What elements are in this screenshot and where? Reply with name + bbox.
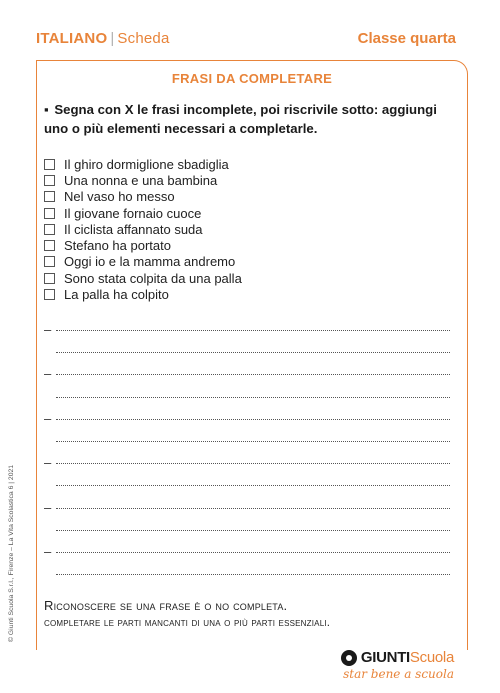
sentence-text: Oggi io e la mamma andremo (64, 254, 236, 270)
dotted-line (56, 508, 450, 509)
sentence-text: Stefano ha portato (64, 238, 171, 254)
sentence-checklist (44, 156, 242, 303)
checkbox[interactable] (44, 208, 55, 219)
answer-line[interactable] (44, 453, 454, 475)
page-header (36, 30, 456, 52)
sentence-text: Il giovane fornaio cuoce (64, 205, 202, 221)
subject-name: ITALIANO (36, 30, 108, 47)
answer-line[interactable] (44, 409, 454, 431)
objective-2: completare le parti mancanti di una o più parti essenziali. (44, 617, 331, 629)
sentence-item[interactable] (44, 237, 242, 253)
sentence-item[interactable] (44, 270, 242, 286)
header-separator: | (110, 30, 115, 47)
instruction (44, 100, 464, 138)
dotted-line (56, 485, 450, 486)
dotted-line (56, 419, 450, 420)
answer-line[interactable] (44, 342, 454, 364)
answer-dash: – (44, 410, 52, 426)
answer-line[interactable] (44, 475, 454, 497)
answer-dash: – (44, 322, 52, 337)
sentence-item[interactable] (44, 205, 242, 221)
answer-line[interactable] (44, 364, 454, 386)
publisher-logo (341, 649, 454, 681)
worksheet-title: FRASI DA COMPLETARE (171, 71, 333, 86)
dotted-line (56, 330, 450, 331)
logo-brand: GIUNTI (360, 649, 410, 666)
sentence-item[interactable] (44, 156, 242, 172)
sentence-text: Nel vaso ho messo (64, 189, 175, 205)
answer-line[interactable] (44, 431, 454, 453)
answer-line[interactable] (44, 498, 454, 520)
objective-1: Riconoscere se una frase è o no completa. (44, 598, 288, 613)
grade-label: Classe quarta (357, 30, 456, 47)
sentence-item[interactable] (44, 286, 242, 302)
sentence-text: Il ghiro dormiglione sbadiglia (64, 156, 229, 172)
worksheet-frame-left (36, 60, 37, 650)
checkbox[interactable] (44, 175, 55, 186)
bullet-icon: ▪ (44, 102, 49, 117)
checkbox[interactable] (44, 256, 55, 267)
dotted-line (56, 552, 450, 553)
sentence-item[interactable] (44, 254, 242, 270)
logo-g-icon (341, 650, 357, 666)
sentence-text: Sono stata colpita da una palla (64, 270, 242, 286)
sentence-item[interactable] (44, 189, 242, 205)
checkbox[interactable] (44, 224, 55, 235)
sentence-item[interactable] (44, 172, 242, 188)
answer-dash: – (44, 543, 52, 559)
dotted-line (56, 352, 450, 353)
dotted-line (56, 397, 450, 398)
checkbox[interactable] (44, 289, 55, 300)
answer-line[interactable] (44, 520, 454, 542)
subject-label (36, 30, 170, 47)
answer-line[interactable] (44, 542, 454, 564)
sentence-text: Una nonna e una bambina (64, 172, 218, 188)
logo-brand-accent: Scuola (409, 649, 454, 666)
sentence-text: La palla ha colpito (64, 287, 169, 303)
checkbox[interactable] (44, 273, 55, 284)
answer-dash: – (44, 499, 52, 515)
logo-wordmark (341, 649, 454, 666)
section-name: Scheda (117, 30, 170, 47)
answer-line[interactable] (44, 564, 454, 586)
checkbox[interactable] (44, 159, 55, 170)
dotted-line (56, 574, 450, 575)
checkbox[interactable] (44, 191, 55, 202)
sentence-text: Il ciclista affannato suda (64, 221, 203, 237)
checkbox[interactable] (44, 240, 55, 251)
dotted-line (56, 463, 450, 464)
answer-line[interactable] (44, 320, 454, 342)
logo-tagline: star bene a scuola (343, 667, 454, 681)
answer-dash: – (44, 455, 52, 471)
dotted-line (56, 441, 450, 442)
instruction-text: Segna con X le frasi incomplete, poi riscrivile sotto: aggiungi uno o più elementi necessari a completarle. (44, 102, 437, 136)
answer-lines (44, 320, 454, 586)
sentence-item[interactable] (44, 221, 242, 237)
answer-line[interactable] (44, 387, 454, 409)
dotted-line (56, 374, 450, 375)
answer-dash: – (44, 366, 52, 382)
copyright-notice: © Giunti Scuola S.r.l., Firenze – La Vita Scolastica 6 | 2021 (8, 464, 15, 642)
learning-objectives (44, 598, 464, 629)
dotted-line (56, 530, 450, 531)
